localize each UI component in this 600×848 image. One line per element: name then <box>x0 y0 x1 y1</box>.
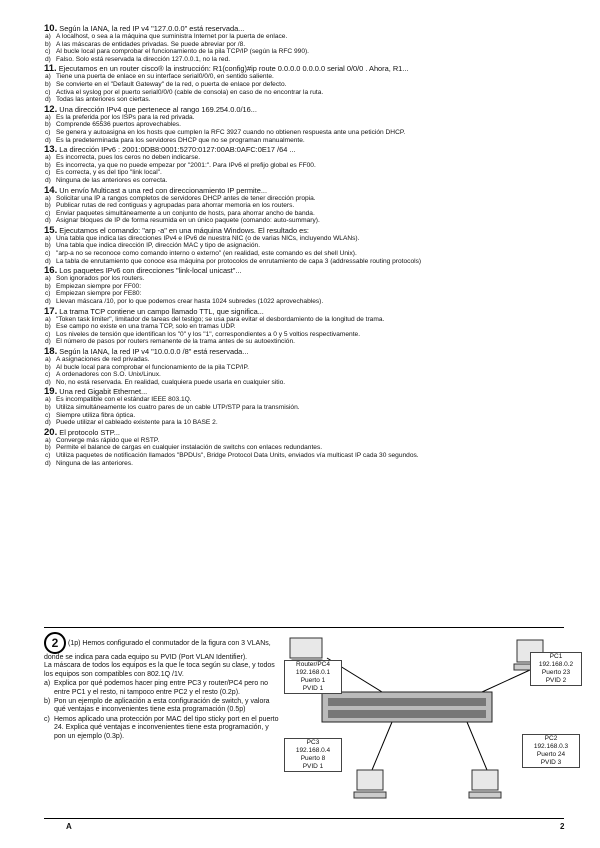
option-letter: d) <box>45 459 51 467</box>
option-text: A localhost, o sea a la máquina que suministra Internet por la puerta de enlace. <box>56 33 288 40</box>
option-text: Se genera y autoasigna en los hosts que cumplen la RFC 3927 cuando no obtienen respuesta ante una petición DHCP. <box>56 128 406 136</box>
answer-option <box>45 161 564 170</box>
option-letter: a) <box>45 154 51 162</box>
option-letter: b) <box>45 403 51 411</box>
options-list <box>44 396 564 426</box>
option-text: Activa el syslog por el puerto serial0/0/0 (cable de consola) en caso de no encontrar la ruta. <box>56 88 324 96</box>
pc1-label-box <box>530 652 582 686</box>
question-heading <box>44 24 564 33</box>
footer-page-number: 2 <box>560 822 565 831</box>
pc3-name: PC3 <box>306 739 320 746</box>
option-letter: a) <box>45 275 51 283</box>
option-text: Es incorrecta, pues los ceros no deben indicarse. <box>56 154 201 162</box>
answer-option <box>45 290 564 298</box>
option-text: Ninguna de las anteriores. <box>56 459 133 467</box>
option-letter: b) <box>45 444 51 452</box>
question-text: La dirección IPv6 : 2001:0DB8:0001:5270:0127:00AB:0AFC:0E17 /64 ... <box>59 145 296 155</box>
option-text: Solicitar una IP a rangos completos de servidores DHCP antes de tener dirección propia. <box>56 194 316 202</box>
answer-option <box>45 121 564 129</box>
option-letter: a) <box>45 234 51 242</box>
answer-option <box>45 96 564 104</box>
question-heading <box>44 226 564 235</box>
pc3-label-box <box>284 738 342 772</box>
question-text: Una red Gigabit Ethernet... <box>59 387 148 397</box>
answer-option <box>45 80 564 89</box>
answer-option <box>45 154 564 162</box>
option-text: Enviar paquetes simultáneamente a un conjunto de hosts, para ahorrar ancho de banda. <box>56 209 315 217</box>
item-text: Pon un ejemplo de aplicación a esta configuración de switch, y valora qué ventajas e inconvenientes tiene esta programación (0.5p) <box>54 698 270 714</box>
option-letter: c) <box>45 209 51 217</box>
option-text: Falso. Solo está reservada la dirección 127.0.0.1, no la red. <box>56 55 231 63</box>
answer-option <box>45 234 564 243</box>
pc2-monitor-icon <box>472 770 498 790</box>
pc3-pvid: PVID 1 <box>302 763 324 770</box>
question-10 <box>44 24 564 63</box>
option-letter: d) <box>45 378 51 386</box>
option-text: Una tabla que indica las direcciones IPv4 e IPv6 de nuestra NIC (o de varias NICs, incluyendo WLANs). <box>56 234 360 242</box>
answer-option <box>45 363 564 372</box>
question-number: 14. <box>44 184 58 196</box>
question-number-circle: 2 <box>44 632 66 654</box>
answer-option <box>45 169 564 177</box>
answer-option <box>45 194 564 203</box>
option-letter: c) <box>45 451 51 459</box>
option-text: Se convierte en el "Default Gateway" de la red, o puerta de enlace por defecto. <box>56 80 287 88</box>
option-letter: c) <box>45 88 51 96</box>
answer-option <box>45 378 564 387</box>
option-letter: d) <box>45 136 51 144</box>
option-text: Converge más rápido que el RSTP. <box>56 436 160 444</box>
answer-option <box>45 113 564 122</box>
options-list <box>44 73 564 103</box>
question-text: Ejecutamos en un router cisco® la instrucción: R1(config)#ip route 0.0.0.0 0.0.0.0 serial 0/0/0 . Ahora, R1... <box>58 64 409 74</box>
question-number: 17. <box>44 305 58 317</box>
option-text: El número de pasos por routers remanente de la trama antes de su autoextinción. <box>56 338 295 346</box>
answer-option <box>45 128 564 137</box>
question-text: Según la IANA, la red IP v4 "127.0.0.0" está reservada... <box>59 24 245 33</box>
option-text: Al bucle local para comprobar el funcionamiento de la pila TCP/IP. <box>56 363 249 371</box>
option-text: "arp-a no se reconoce como comando interno o externo" (en realidad, este comando es del shell Unix). <box>56 250 357 258</box>
answer-option <box>45 202 564 210</box>
question-2-item <box>44 715 279 741</box>
question-number: 16. <box>44 265 58 277</box>
question-heading <box>44 186 564 195</box>
option-letter: d) <box>45 257 51 265</box>
option-letter: a) <box>45 356 51 363</box>
question-20 <box>44 428 564 467</box>
pc2-name: PC2 <box>544 735 558 742</box>
answer-option <box>45 396 564 404</box>
option-text: Empiezan siempre por FE80: <box>56 290 142 298</box>
option-text: No, no está reservada. En realidad, cualquiera puede usarla en cualquier sitio. <box>56 378 286 386</box>
option-letter: d) <box>45 176 51 184</box>
option-letter: c) <box>45 169 51 177</box>
option-letter: c) <box>45 330 51 338</box>
answer-option <box>45 315 564 324</box>
option-letter: b) <box>45 202 51 210</box>
router-monitor-icon <box>290 638 322 658</box>
option-letter: d) <box>45 338 51 346</box>
answer-option <box>45 338 564 346</box>
pc1-name: PC1 <box>549 653 563 660</box>
question-heading <box>44 387 564 396</box>
router-port: Puerto 1 <box>300 677 326 684</box>
option-text: Utiliza paquetes de notificación llamados "BPDUs", Bridge Protocol Data Units, enviados vía multicast IP cada 30 segundos. <box>56 451 419 459</box>
option-letter: c) <box>45 371 51 379</box>
footer-rule <box>44 818 564 819</box>
option-text: Son ignorados por los routers. <box>56 275 145 283</box>
pc1-ip: 192.168.0.2 <box>538 661 574 668</box>
option-text: Siempre utiliza fibra óptica. <box>56 411 136 419</box>
pc2-label-box <box>522 734 580 768</box>
option-letter: d) <box>45 298 51 306</box>
question-number: 11. <box>44 63 57 75</box>
options-list <box>44 437 564 467</box>
question-heading <box>44 105 564 114</box>
question-number: 20. <box>44 426 58 438</box>
answer-option <box>45 88 564 97</box>
option-letter: c) <box>45 411 51 419</box>
question-number: 19. <box>44 386 58 398</box>
option-letter: c) <box>45 290 51 298</box>
question-19 <box>44 387 564 426</box>
options-list <box>44 154 564 184</box>
option-letter: d) <box>45 419 51 427</box>
pc1-pvid: PVID 2 <box>545 677 567 684</box>
option-text: Tiene una puerta de enlace en su interface serial0/0/0, en sentido saliente. <box>56 73 274 81</box>
option-text: Permite el balance de cargas en cualquier instalación de switchs con enlaces redundantes. <box>56 444 323 452</box>
question-2-item <box>44 680 279 697</box>
answer-option <box>45 323 564 331</box>
question-number: 13. <box>44 144 58 156</box>
question-16 <box>44 266 564 305</box>
question-number: 12. <box>44 103 58 115</box>
answer-option <box>45 217 564 225</box>
question-heading <box>44 266 564 275</box>
answer-option <box>45 330 564 339</box>
option-text: Utiliza simultáneamente los cuatro pares de un cable UTP/STP para la transmisión. <box>56 403 300 411</box>
option-text: Ese campo no existe en una trama TCP, solo en tramas UDP. <box>56 323 236 331</box>
item-text: Explica por qué podemos hacer ping entre PC3 y router/PC4 pero no entre PC1 y el resto, ni tampoco entre PC2 y el resto (0.2p). <box>54 680 269 696</box>
answer-option <box>45 242 564 250</box>
option-text: Es incompatible con el estándar IEEE 803.1Q. <box>56 396 192 404</box>
answer-option <box>45 403 564 412</box>
option-letter: b) <box>45 323 51 331</box>
option-text: A asignaciones de red privadas. <box>56 356 150 363</box>
section-divider <box>44 627 564 628</box>
item-text: Hemos aplicado una protección por MAC del tipo sticky port en el puerto 24. Explica qué ventajas e inconvenientes tiene esta programación, y pon un ejemplo (0.3p). <box>54 715 279 740</box>
router-pvid: PVID 1 <box>302 685 324 692</box>
item-letter: c) <box>44 715 50 723</box>
answer-option <box>45 459 564 468</box>
answer-option <box>45 356 564 364</box>
question-15 <box>44 226 564 265</box>
question-text: La trama TCP contiene un campo llamado TTL, que significa... <box>59 306 264 316</box>
pc1-port: Puerto 23 <box>541 669 571 676</box>
footer-exam-version: A <box>66 822 72 831</box>
options-list <box>44 356 564 386</box>
option-text: Puede utilizar el cableado existente para la 10 BASE 2. <box>56 419 218 427</box>
network-diagram <box>282 630 582 820</box>
option-letter: d) <box>45 96 51 104</box>
options-list <box>44 275 564 305</box>
option-letter: d) <box>45 217 51 225</box>
option-text: Asignar bloques de IP de forma resumida en un único paquete (comando: auto-summary). <box>56 217 320 225</box>
option-text: Es incorrecta, ya que no puede empezar por "2001:". Para IPv6 el prefijo global es FF00. <box>56 161 316 169</box>
answer-option <box>45 250 564 258</box>
answer-option <box>45 298 564 306</box>
question-text: Ejecutamos el comando: "arp -a" en una máquina Windows. El resultado es: <box>59 225 309 235</box>
answer-option <box>45 436 564 445</box>
item-letter: b) <box>44 698 51 706</box>
option-letter: a) <box>45 33 51 40</box>
pc2-port: Puerto 24 <box>536 751 566 758</box>
question-12 <box>44 105 564 144</box>
options-list <box>44 114 564 144</box>
option-text: Todas las anteriores son ciertas. <box>56 96 151 104</box>
answer-option <box>45 411 564 420</box>
option-letter: b) <box>45 40 51 48</box>
question-number: 15. <box>44 224 58 236</box>
option-letter: b) <box>45 80 51 88</box>
option-text: Publicar rutas de red contiguas y agrupadas para ahorrar memoria en los routers. <box>56 202 295 210</box>
question-2-block <box>44 632 279 742</box>
option-letter: d) <box>45 55 51 63</box>
pc3-monitor-icon <box>357 770 383 790</box>
option-letter: a) <box>45 396 51 404</box>
option-text: La tabla de enrutamiento que conoce esa máquina por protocolos de enrutamiento de capa 3 (addressable routing protocols) <box>56 257 422 265</box>
answer-option <box>45 419 564 427</box>
option-text: Es la predeterminada para los servidores DHCP que no se programan manualmente. <box>56 136 305 144</box>
options-list <box>44 235 564 265</box>
question-heading <box>44 64 564 73</box>
option-text: Los niveles de tensión que identifican los "0" y los "1", correspondientes a 0 y 5 voltios respectivamente. <box>56 330 361 338</box>
answer-option <box>45 371 564 379</box>
option-letter: a) <box>45 315 51 323</box>
option-text: Llevan máscara /10, por lo que podemos crear hasta 1024 subredes (1022 aprovechables). <box>56 298 324 306</box>
option-text: Comprende 65536 puertos aprovechables. <box>56 121 181 129</box>
option-letter: c) <box>45 250 51 258</box>
answer-option <box>45 40 564 49</box>
option-text: A ordenadores con S.O. Unix/Linux. <box>56 371 161 379</box>
question-heading <box>44 347 564 356</box>
question-heading <box>44 428 564 437</box>
option-letter: b) <box>45 363 51 371</box>
question-2-intro: (1p) Hemos configurado el conmutador de la figura con 3 VLANs, donde se indica para cada equipo su PVID (Port VLAN Identifier). <box>44 639 271 661</box>
router-ip: 192.168.0.1 <box>295 669 331 676</box>
option-text: Empiezan siempre por FF00: <box>56 282 142 290</box>
question-18 <box>44 347 564 386</box>
question-17 <box>44 307 564 346</box>
question-heading <box>44 145 564 154</box>
option-text: "Token task limiter", limitador de tareas del testigo; se usa para evitar el desbordamiento de la longitud de trama. <box>56 315 385 323</box>
answer-option <box>45 257 564 266</box>
question-heading <box>44 307 564 316</box>
question-text: Según la IANA, la red IP v4 "10.0.0.0 /8" está reservada... <box>59 347 249 356</box>
router-label-box <box>284 660 342 694</box>
option-text: Una tabla que indica dirección IP, dirección MAC y tipo de asignación. <box>56 242 261 250</box>
answer-option <box>45 282 564 291</box>
options-list <box>44 33 564 63</box>
question-text: Un envío Multicast a una red con direccionamiento IP permite... <box>59 185 268 195</box>
answer-option <box>45 176 564 185</box>
option-text: Es correcta, y es del tipo "link local". <box>56 169 162 177</box>
answer-option <box>45 444 564 452</box>
question-11 <box>44 64 564 103</box>
question-text: Los paquetes IPv6 con direcciones "link-local unicast"... <box>59 266 242 276</box>
question-text: Una dirección IPv4 que pertenece al rango 169.254.0.0/16... <box>59 104 257 114</box>
option-letter: b) <box>45 242 51 250</box>
answer-option <box>45 275 564 283</box>
question-13 <box>44 145 564 184</box>
option-letter: c) <box>45 48 51 56</box>
question-2-intro2: La máscara de todos los equipos es la que le toca según su clase, y todos los equipos son compatibles con 802.1Q /1V. <box>44 662 275 678</box>
pc3-ip: 192.168.0.4 <box>295 747 331 754</box>
answer-option <box>45 73 564 81</box>
answer-option <box>45 451 564 460</box>
question-2-item <box>44 698 279 715</box>
answer-option <box>45 48 564 56</box>
options-list <box>44 195 564 225</box>
answer-option <box>45 33 564 41</box>
option-text: A las máscaras de entidades privadas. Se puede abreviar por /8. <box>56 40 246 48</box>
option-letter: a) <box>45 194 51 202</box>
item-letter: a) <box>44 680 51 688</box>
option-text: Ninguna de las anteriores es correcta. <box>56 176 168 184</box>
option-letter: a) <box>45 73 51 81</box>
router-name: Router/PC4 <box>296 661 330 668</box>
option-letter: a) <box>45 436 51 444</box>
pc3-port: Puerto 8 <box>300 755 326 762</box>
questions-list <box>44 24 564 468</box>
question-2-items <box>44 680 279 741</box>
question-14 <box>44 186 564 225</box>
option-letter: a) <box>45 113 51 121</box>
option-text: Es la preferida por los ISPs para la red privada. <box>56 113 195 121</box>
option-letter: b) <box>45 161 51 169</box>
question-number: 18. <box>44 346 58 357</box>
answer-option <box>45 136 564 145</box>
option-letter: b) <box>45 282 51 290</box>
question-number: 10. <box>44 23 58 34</box>
options-list <box>44 316 564 346</box>
option-letter: c) <box>45 128 51 136</box>
pc2-ip: 192.168.0.3 <box>533 743 569 750</box>
option-letter: b) <box>45 121 51 129</box>
question-text: El protocolo STP... <box>59 427 120 437</box>
option-text: Al bucle local para comprobar el funcionamiento de la pila TCP/IP (según la RFC 990). <box>56 48 310 56</box>
answer-option <box>45 55 564 64</box>
pc2-pvid: PVID 3 <box>540 759 562 766</box>
answer-option <box>45 209 564 218</box>
